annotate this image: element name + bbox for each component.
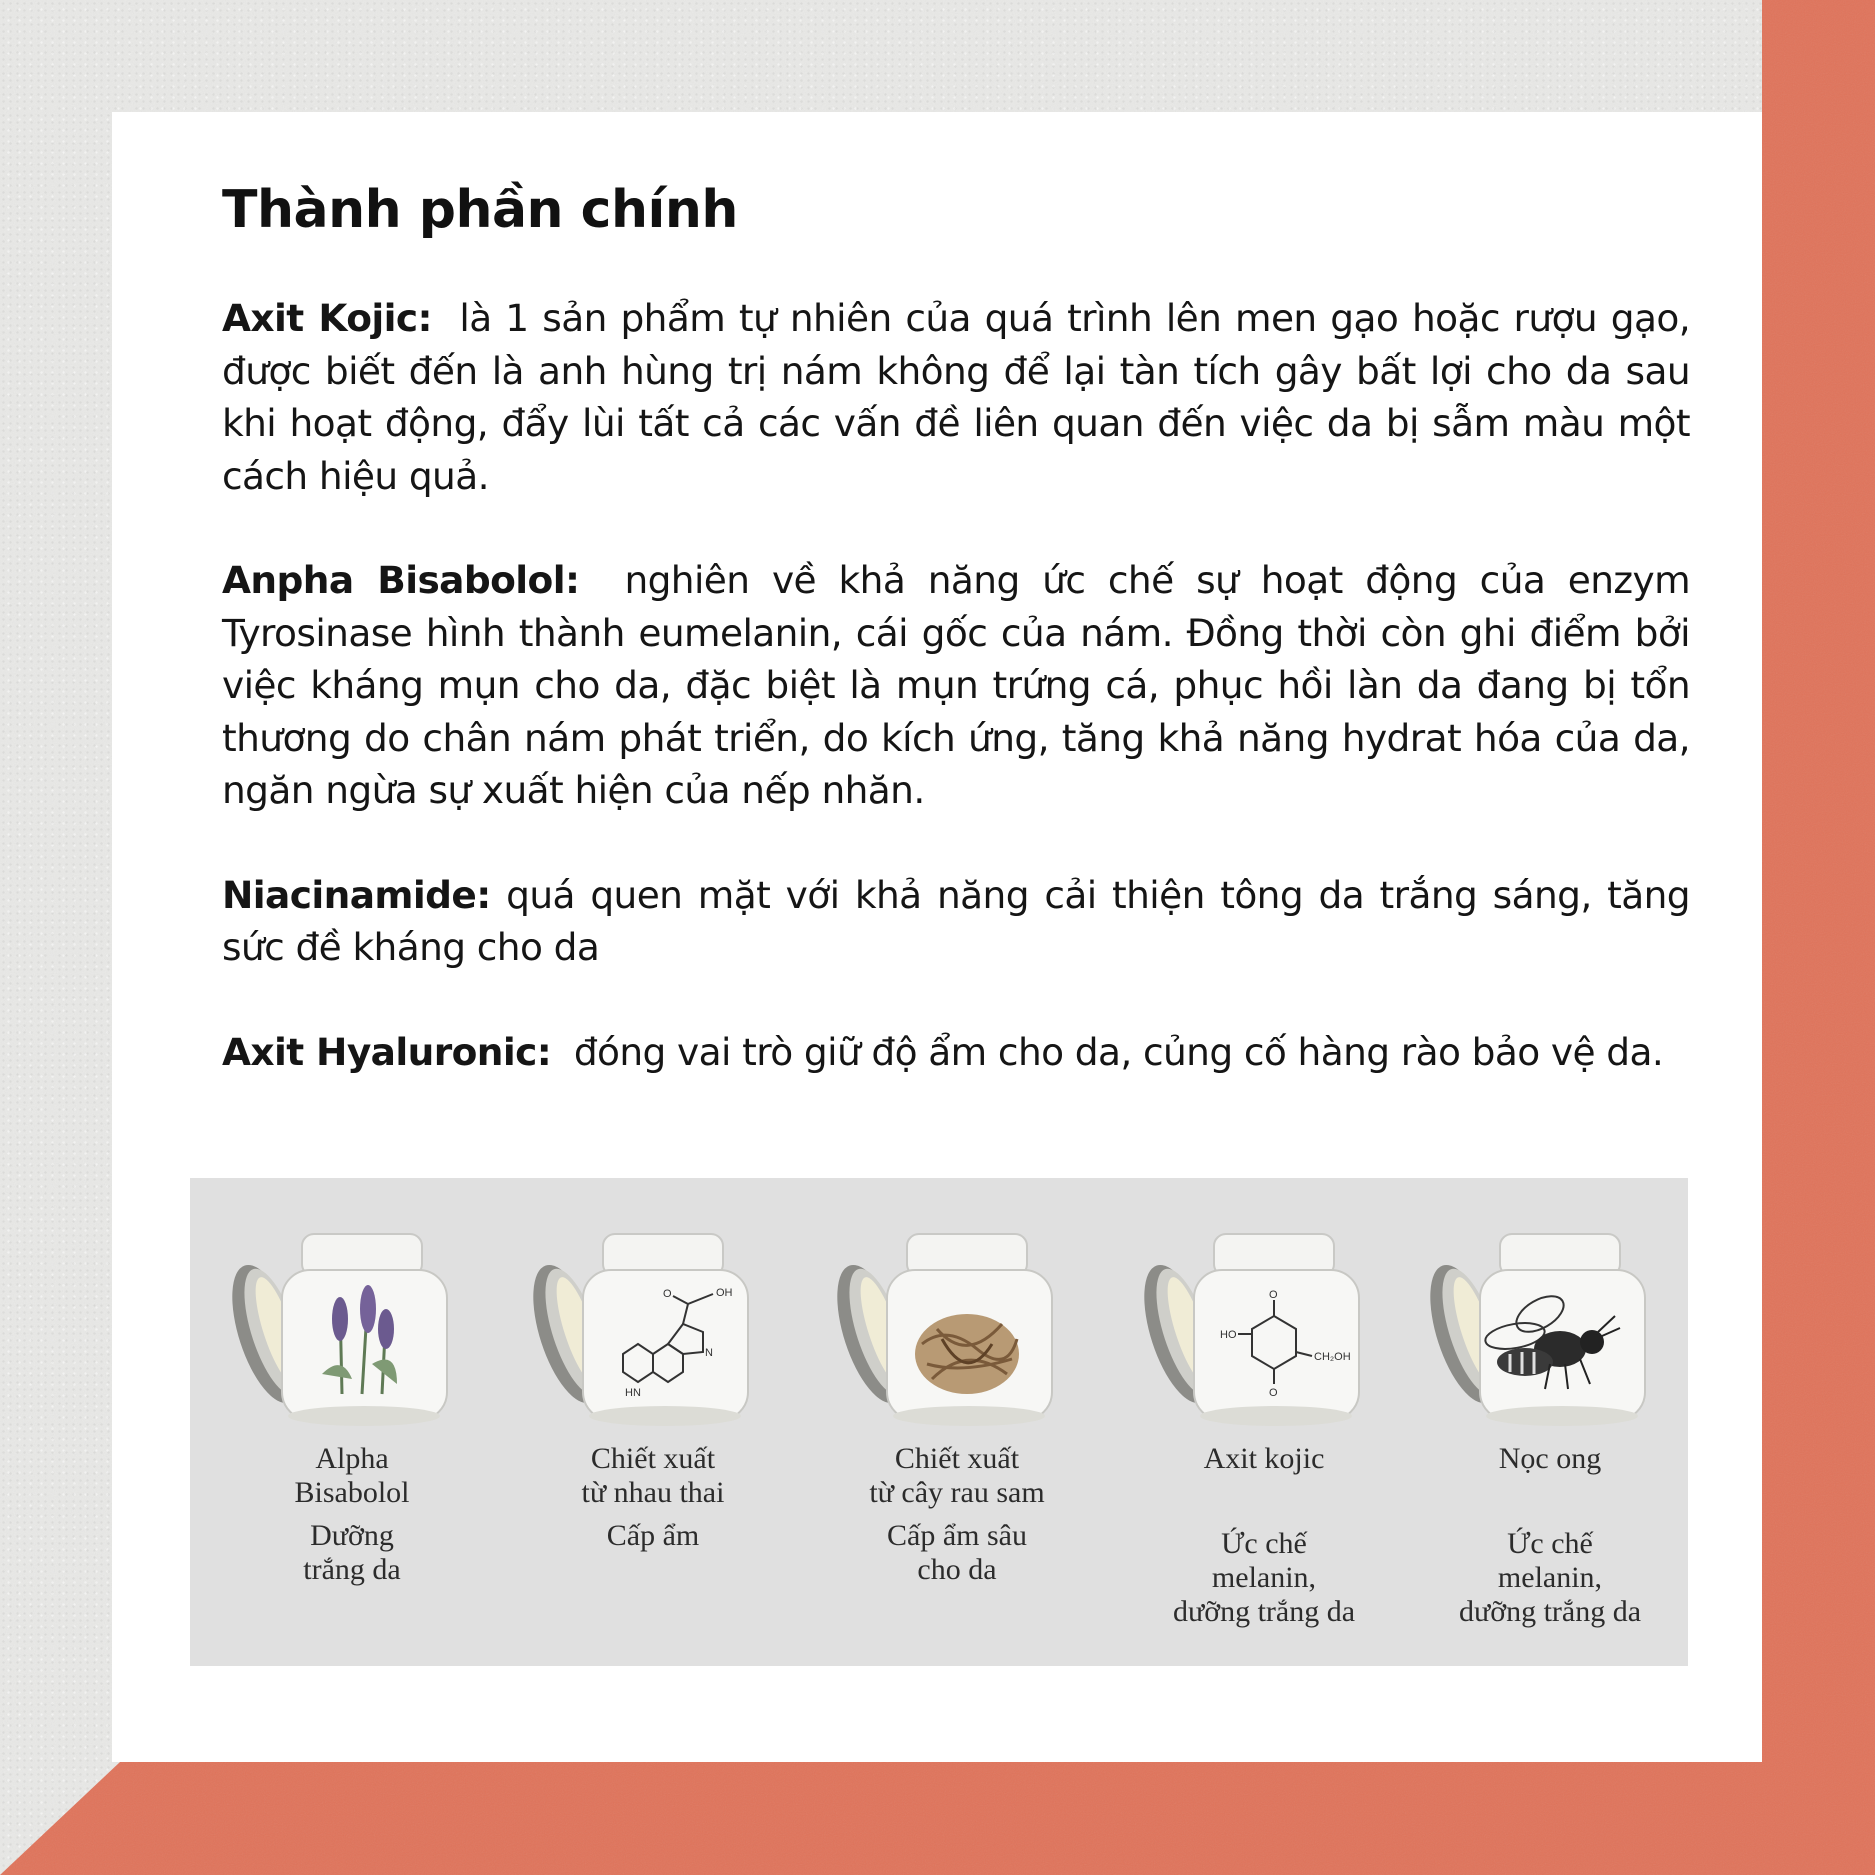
paragraph-niacinamide <box>222 869 1690 974</box>
molecule-label-oh: OH <box>716 1287 733 1299</box>
molecule-label-n: N <box>705 1347 713 1359</box>
page-title: Thành phần chính <box>222 180 738 240</box>
jar-icon <box>513 1224 793 1434</box>
molecule-label-o: O <box>1269 1387 1278 1399</box>
jar-name: Chiết xuất từ cây rau sam <box>869 1442 1045 1509</box>
molecule-label-o: O <box>1269 1289 1278 1301</box>
term-label: Axit Kojic: <box>222 296 432 340</box>
jar-item-axit-kojic <box>1124 1224 1404 1654</box>
paragraph-hyaluronic <box>222 1026 1690 1079</box>
molecule-label-ch2oh: CH₂OH <box>1314 1351 1351 1363</box>
jar-item-placenta <box>513 1224 793 1654</box>
jar-item-bee-venom <box>1410 1224 1690 1654</box>
jar-item-purslane <box>817 1224 1097 1654</box>
jar-icon <box>817 1224 1097 1434</box>
jar-name: Alpha Bisabolol <box>294 1442 410 1509</box>
herb-icon <box>915 1314 1019 1394</box>
ingredient-descriptions <box>222 292 1690 1130</box>
jar-name: Axit kojic <box>1203 1442 1325 1475</box>
molecule-label-o: O <box>663 1288 672 1300</box>
jar-item-alpha-bisabolol <box>212 1224 492 1654</box>
molecule-label-hn: HN <box>625 1387 641 1399</box>
ingredient-jars-panel <box>190 1178 1688 1666</box>
jar-description: Ức chế melanin, dưỡng trắng da <box>1172 1527 1356 1628</box>
jar-description: Ức chế melanin, dưỡng trắng da <box>1458 1527 1642 1628</box>
term-label: Anpha Bisabolol: <box>222 558 580 602</box>
jar-description: Cấp ẩm <box>606 1519 700 1552</box>
term-label: Axit Hyaluronic: <box>222 1029 552 1074</box>
jar-description: Dưỡng trắng da <box>303 1519 401 1586</box>
term-description: đóng vai trò giữ độ ẩm cho da, củng cố hàng rào bảo vệ da. <box>573 1029 1664 1074</box>
term-label: Niacinamide: <box>222 872 491 917</box>
jar-description: Cấp ẩm sâu cho da <box>887 1519 1027 1586</box>
jar-icon <box>212 1224 492 1434</box>
content-card <box>112 112 1762 1762</box>
jar-icon <box>1410 1224 1690 1434</box>
jar-icon <box>1124 1224 1404 1434</box>
jar-name: Nọc ong <box>1498 1442 1602 1475</box>
term-description: quá quen mặt với khả năng cải thiện tông da trắng sáng, tăng sức đề kháng cho da <box>222 872 1690 969</box>
paragraph-kojic <box>222 292 1690 502</box>
paragraph-bisabolol <box>222 554 1690 817</box>
molecule-label-ho: HO <box>1220 1329 1237 1341</box>
term-description: là 1 sản phẩm tự nhiên của quá trình lên men gạo hoặc rượu gạo, được biết đến là anh hùng trị nám không để lại tàn tích gây bất lợi cho da sau khi hoạt động, đẩy lùi tất cả các vấn đề liên quan đến việc da bị sẫm màu một cách hiệu quả. <box>222 296 1691 498</box>
term-description: nghiên về khả năng ức chế sự hoạt động của enzym Tyrosinase hình thành eumelanin, cái gốc của nám. Đồng thời còn ghi điểm bởi việc kháng mụn cho da, đặc biệt là mụn trứng cá, phục hồi làn da đang bị tổn thương do chân nám phát triển, do kích ứng, tăng khả năng hydrat hóa của da, ngăn ngừa sự xuất hiện của nếp nhăn. <box>222 558 1691 812</box>
jar-name: Chiết xuất từ nhau thai <box>581 1442 725 1509</box>
